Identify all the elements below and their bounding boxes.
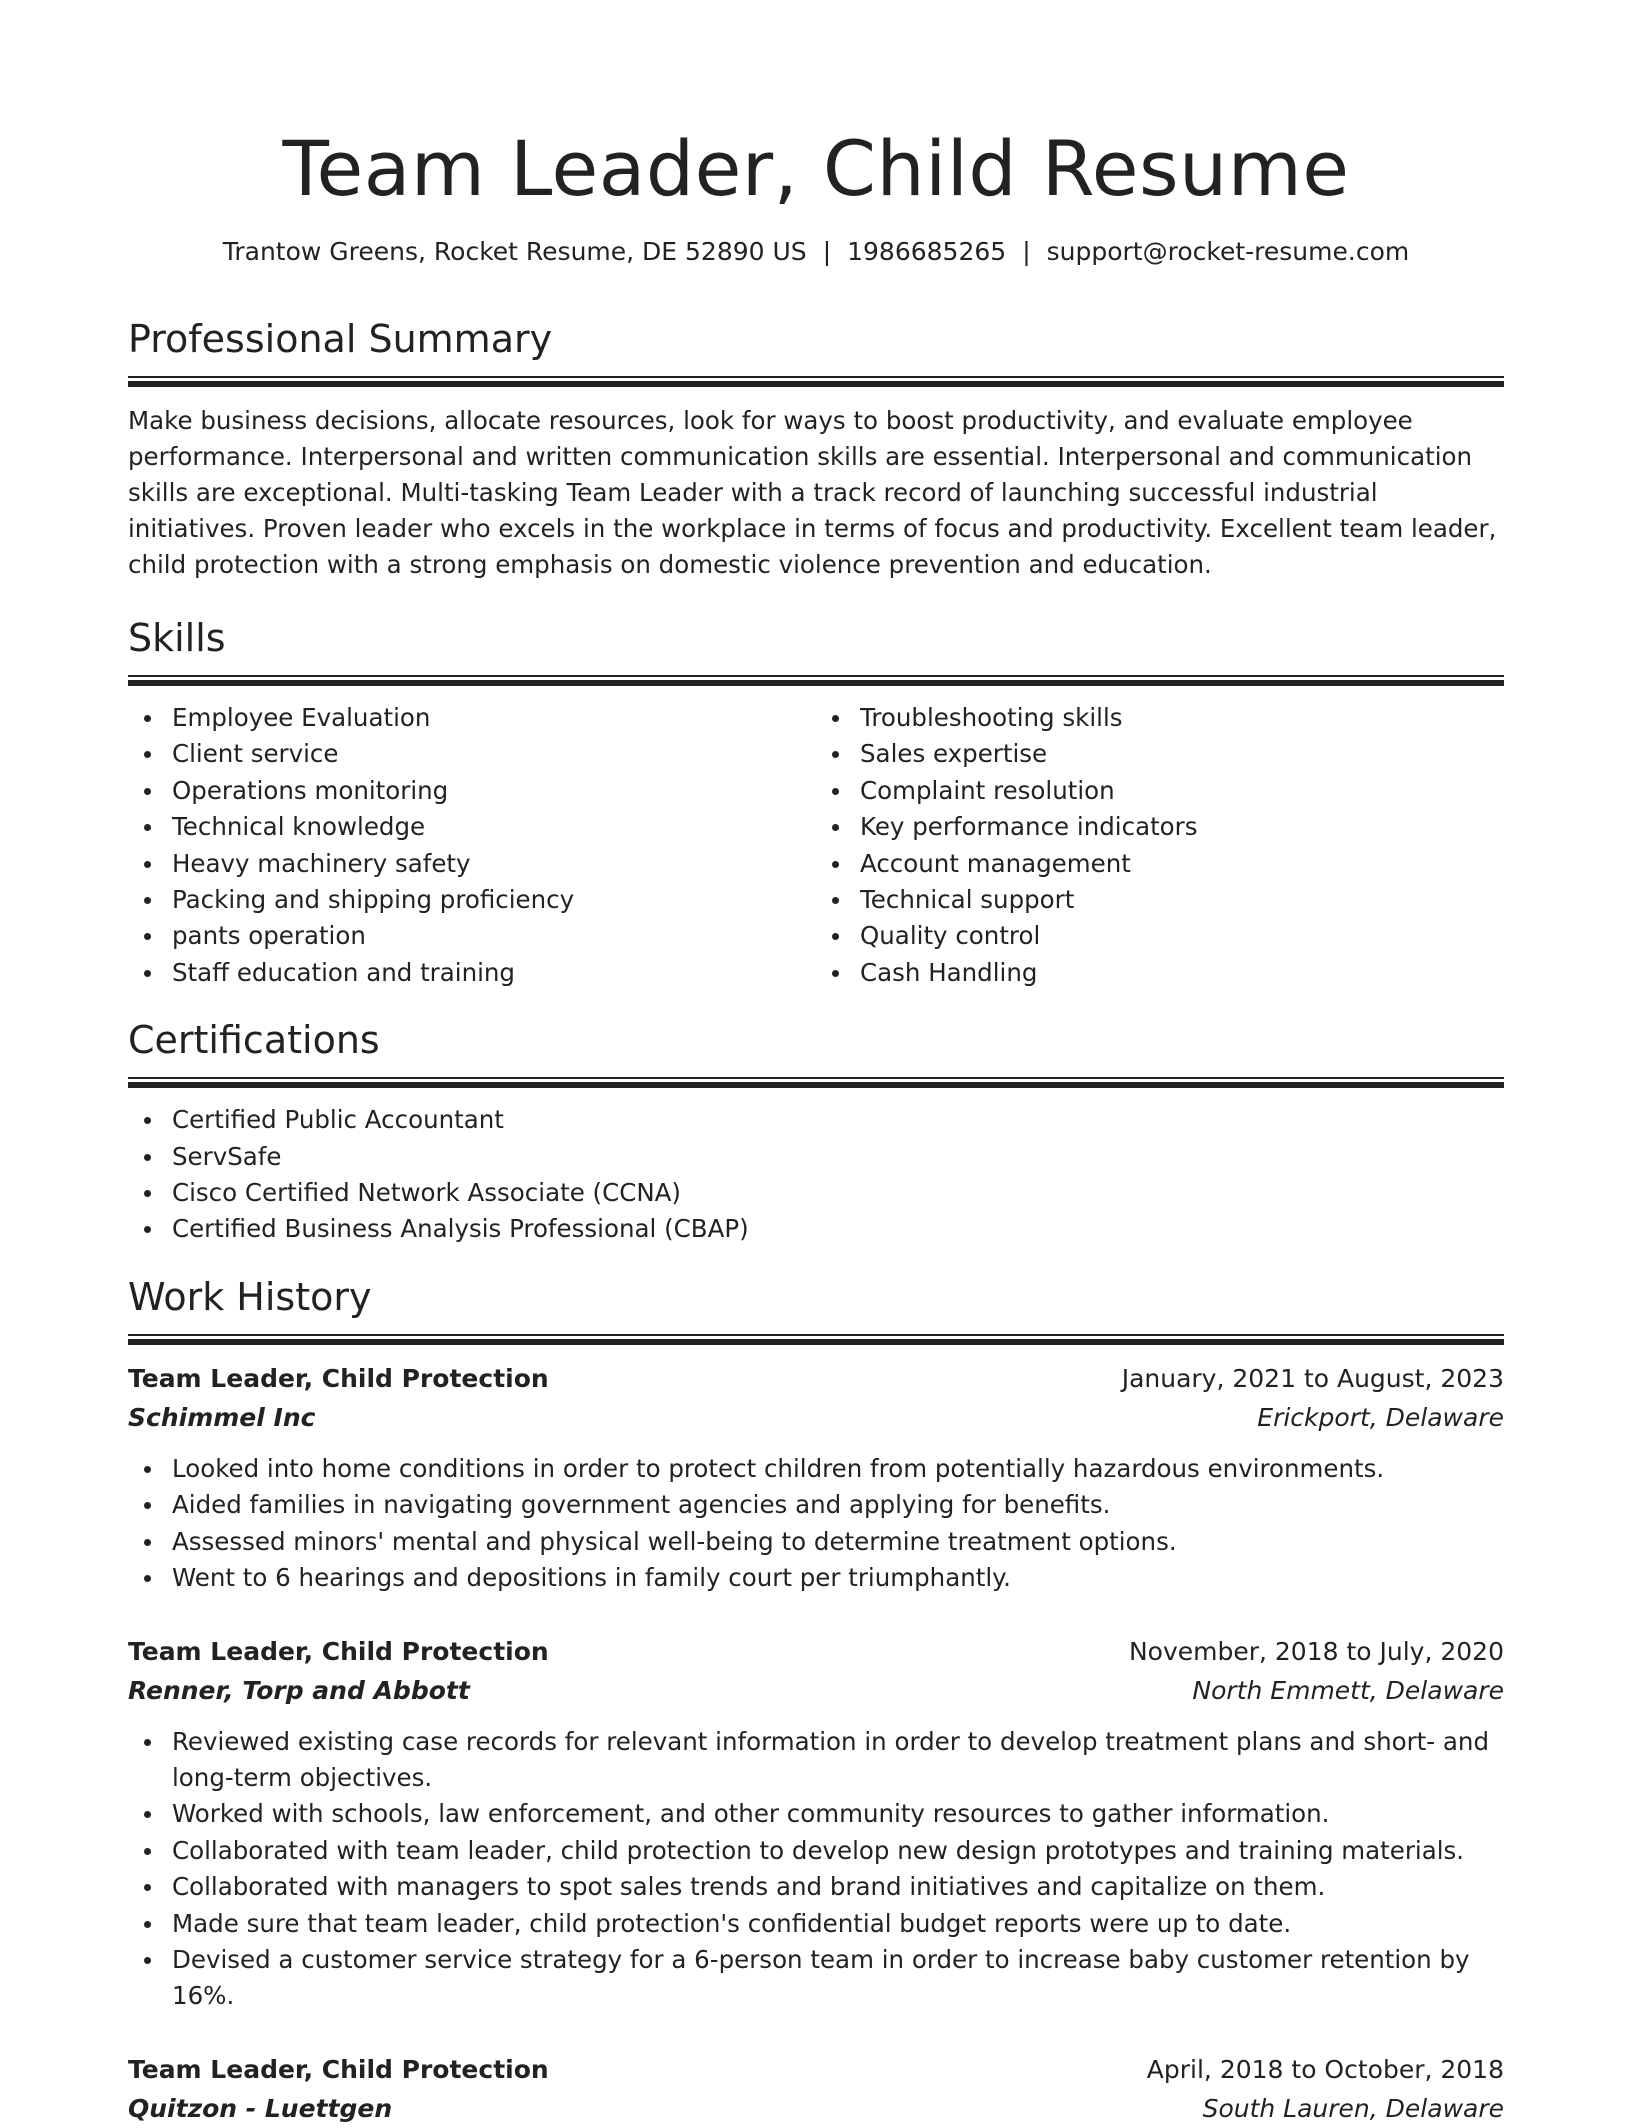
skill-item: Employee Evaluation <box>128 700 816 736</box>
skill-item: Cash Handling <box>816 955 1504 991</box>
job-company: Schimmel Inc <box>128 1402 316 1432</box>
certifications-list <box>128 1102 1504 1248</box>
job-duty-item: Devised a customer service strategy for a 6-person team in order to increase baby customer retention by 16%. <box>128 1942 1504 2015</box>
job-duties-list <box>128 1724 1504 2015</box>
section-divider <box>128 1334 1504 1345</box>
job-location: North Emmett, Delaware <box>1192 1675 1504 1705</box>
job-duty-item: Looked into home conditions in order to protect children from potentially hazardous environments. <box>128 1451 1504 1487</box>
section-divider <box>128 675 1504 686</box>
job-dates: April, 2018 to October, 2018 <box>1146 2054 1504 2084</box>
job-duty-item: Worked with schools, law enforcement, and other community resources to gather information. <box>128 1796 1504 1832</box>
contact-address: Trantow Greens, Rocket Resume, DE 52890 US <box>222 237 807 266</box>
skill-item: Staff education and training <box>128 955 816 991</box>
certification-item: Certified Public Accountant <box>128 1102 1504 1138</box>
job-header-row <box>128 1359 1504 1398</box>
skills-right-list <box>816 700 1504 991</box>
resume-title: Team Leader, Child Resume <box>282 124 1350 213</box>
contact-email: support@rocket-resume.com <box>1046 237 1410 266</box>
certification-item: Certified Business Analysis Professional (CBAP) <box>128 1211 1504 1247</box>
job-duty-item: Went to 6 hearings and depositions in family court per triumphantly. <box>128 1560 1504 1596</box>
job-entry <box>128 1632 1504 2015</box>
job-subheader-row <box>128 2089 1504 2128</box>
skills-section <box>128 615 1504 991</box>
skill-item: Technical support <box>816 882 1504 918</box>
job-duties-list <box>128 1451 1504 1597</box>
skill-item: Sales expertise <box>816 736 1504 772</box>
skill-item: Quality control <box>816 918 1504 954</box>
job-entry <box>128 2050 1504 2128</box>
work-history-heading: Work History <box>128 1274 372 1319</box>
job-title: Team Leader, Child Protection <box>128 1363 549 1393</box>
job-subheader-row <box>128 1671 1504 1710</box>
job-duty-item: Collaborated with team leader, child protection to develop new design prototypes and training materials. <box>128 1833 1504 1869</box>
job-company: Renner, Torp and Abbott <box>128 1675 470 1705</box>
contact-separator: | <box>822 237 832 266</box>
certifications-heading: Certifications <box>128 1018 380 1063</box>
section-divider <box>128 1077 1504 1088</box>
skill-item: Client service <box>128 736 816 772</box>
job-location: Erickport, Delaware <box>1257 1402 1504 1432</box>
job-location: South Lauren, Delaware <box>1202 2093 1504 2123</box>
skill-item: Packing and shipping proficiency <box>128 882 816 918</box>
summary-text: Make business decisions, allocate resources, look for ways to boost productivity, and evaluate employee performance. Interpersonal and written communication skills are essential. Interpersonal and communication skills are exceptional. Multi-tasking Team Leader with a track record of launching successful industrial initiatives. Proven leader who excels in the workplace in terms of focus and productivity. Excellent team leader, child protection with a strong emphasis on domestic violence prevention and education. <box>128 406 1497 579</box>
certifications-section <box>128 1017 1504 1248</box>
job-duty-item: Reviewed existing case records for relevant information in order to develop treatment plans and short- and long-term objectives. <box>128 1724 1504 1797</box>
work-history-section <box>128 1274 1504 2128</box>
contact-separator: | <box>1022 237 1031 266</box>
job-duty-item: Aided families in navigating government agencies and applying for benefits. <box>128 1487 1504 1523</box>
certification-item: Cisco Certified Network Associate (CCNA) <box>128 1175 1504 1211</box>
skill-item: Troubleshooting skills <box>816 700 1504 736</box>
job-header-row <box>128 2050 1504 2089</box>
skill-item: Heavy machinery safety <box>128 846 816 882</box>
skill-item: Complaint resolution <box>816 773 1504 809</box>
job-title: Team Leader, Child Protection <box>128 1636 549 1666</box>
job-duty-item: Made sure that team leader, child protection's confidential budget reports were up to date. <box>128 1906 1504 1942</box>
job-dates: January, 2021 to August, 2023 <box>1121 1363 1504 1393</box>
summary-section <box>128 316 1504 583</box>
job-duty-item: Collaborated with managers to spot sales trends and brand initiatives and capitalize on them. <box>128 1869 1504 1905</box>
skills-heading: Skills <box>128 616 226 660</box>
certification-item: ServSafe <box>128 1139 1504 1175</box>
skill-item: pants operation <box>128 918 816 954</box>
job-subheader-row <box>128 1398 1504 1437</box>
job-header-row <box>128 1632 1504 1671</box>
job-entry <box>128 1359 1504 1597</box>
summary-heading: Professional Summary <box>128 317 553 361</box>
job-dates: November, 2018 to July, 2020 <box>1128 1636 1504 1666</box>
section-divider <box>128 376 1504 387</box>
skill-item: Technical knowledge <box>128 809 816 845</box>
job-duty-item: Assessed minors' mental and physical well-being to determine treatment options. <box>128 1524 1504 1560</box>
skill-item: Operations monitoring <box>128 773 816 809</box>
skill-item: Key performance indicators <box>816 809 1504 845</box>
contact-phone: 1986685265 <box>847 237 1007 266</box>
skills-grid <box>128 700 1504 991</box>
job-company: Quitzon - Luettgen <box>128 2093 393 2123</box>
skill-item: Account management <box>816 846 1504 882</box>
skills-left-list <box>128 700 816 991</box>
job-title: Team Leader, Child Protection <box>128 2054 549 2084</box>
contact-line <box>128 236 1504 268</box>
